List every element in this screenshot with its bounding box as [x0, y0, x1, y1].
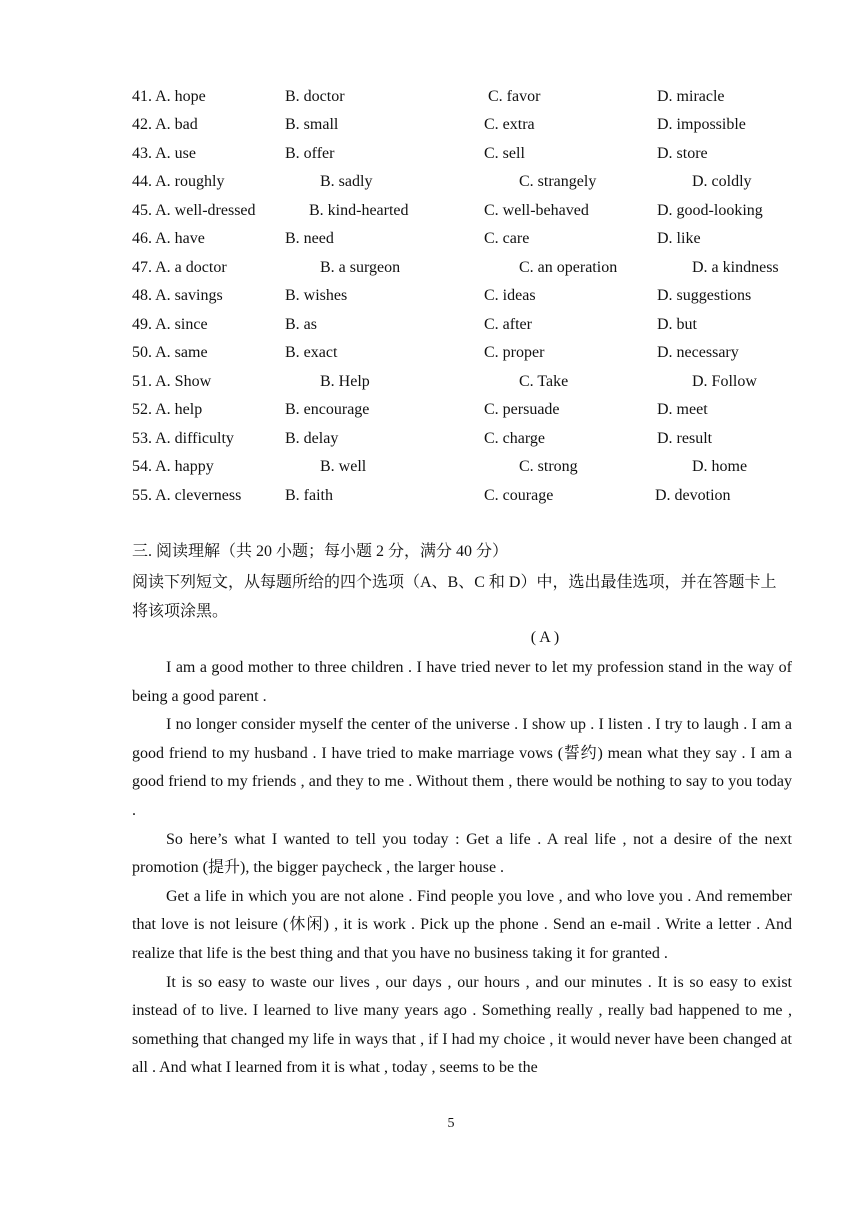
option-a: 41. A. hope	[132, 88, 206, 105]
option-d: D. necessary	[657, 344, 739, 361]
option-b: B. small	[285, 116, 339, 133]
option-b: B. need	[285, 230, 334, 247]
option-b: B. well	[320, 458, 367, 475]
option-c: C. courage	[484, 487, 554, 504]
page-number: 5	[447, 1116, 455, 1131]
option-c: C. persuade	[484, 401, 560, 418]
reading-passage	[132, 654, 792, 1083]
paragraph-5: It is so easy to waste our lives , our days , our hours , and our minutes . It is so easy to exist instead of to live. I learned to live many years ago . Something really , really bad happened to me , something that changed my life in ways that , if I had my choice , it would never have been changed at all . And what I learned from it is what , today , seems to be the	[132, 973, 792, 1077]
option-c: C. charge	[484, 430, 546, 447]
option-a: 44. A. roughly	[132, 173, 225, 190]
paragraph-4: Get a life in which you are not alone . Find people you love , and who love you . And remember that love is not leisure (休闲) , it is work . Pick up the phone . Send an e-mail . Write a letter . And realize that life is the best thing and that you have no business taking it for granted .	[132, 887, 792, 962]
option-d: D. meet	[657, 401, 708, 418]
option-a: 49. A. since	[132, 316, 208, 333]
option-b: B. Help	[320, 373, 370, 390]
option-c: C. favor	[488, 88, 541, 105]
section-title: 三. 阅读理解（共 20 小题；每小题 2 分，满分 40 分）	[132, 543, 509, 560]
option-d: D. store	[657, 145, 708, 162]
option-d: D. result	[657, 430, 713, 447]
option-a: 51. A. Show	[132, 373, 212, 390]
option-c: C. after	[484, 316, 532, 333]
option-a: 42. A. bad	[132, 116, 198, 133]
option-d: D. coldly	[692, 173, 752, 190]
instructions: 阅读下列短文，从每题所给的四个选项（A、B、C 和 D）中，选出最佳选项，并在答题卡上将该项涂黑。	[132, 574, 777, 620]
option-b: B. wishes	[285, 287, 348, 304]
option-a: 54. A. happy	[132, 458, 214, 475]
option-b: B. offer	[285, 145, 335, 162]
option-c: C. extra	[484, 116, 535, 133]
paragraph-1: I am a good mother to three children . I have tried never to let my profession stand in the way of being a good parent .	[132, 659, 792, 705]
option-c: C. well-behaved	[484, 202, 589, 219]
option-b: B. doctor	[285, 88, 345, 105]
option-d: D. impossible	[657, 116, 746, 133]
option-d: D. good-looking	[657, 202, 763, 219]
option-a: 47. A. a doctor	[132, 259, 227, 276]
option-b: B. exact	[285, 344, 338, 361]
option-a: 46. A. have	[132, 230, 205, 247]
option-c: C. Take	[519, 373, 569, 390]
passage-label: ( A )	[530, 629, 560, 646]
option-c: C. an operation	[519, 259, 618, 276]
option-c: C. ideas	[484, 287, 536, 304]
option-c: C. proper	[484, 344, 545, 361]
option-d: D. devotion	[655, 487, 731, 504]
option-a: 53. A. difficulty	[132, 430, 234, 447]
paragraph-3: So here’s what I wanted to tell you today : Get a life . A real life , not a desire of the next promotion (提升), the bigger paycheck , the larger house .	[132, 830, 792, 877]
option-d: D. home	[692, 458, 748, 475]
option-d: D. suggestions	[657, 287, 752, 304]
option-b: B. encourage	[285, 401, 370, 418]
option-a: 55. A. cleverness	[132, 487, 242, 504]
option-a: 52. A. help	[132, 401, 203, 418]
option-c: C. care	[484, 230, 530, 247]
option-a: 43. A. use	[132, 145, 196, 162]
option-a: 45. A. well-dressed	[132, 202, 256, 219]
option-b: B. faith	[285, 487, 333, 504]
option-a: 50. A. same	[132, 344, 208, 361]
option-d: D. but	[657, 316, 697, 333]
option-b: B. as	[285, 316, 317, 333]
option-c: C. strangely	[519, 173, 597, 190]
option-d: D. Follow	[692, 373, 757, 390]
option-c: C. strong	[519, 458, 578, 475]
option-c: C. sell	[484, 145, 525, 162]
paragraph-2: I no longer consider myself the center of the universe . I show up . I listen . I try to laugh . I am a good friend to my husband . I have tried to make marriage vows (誓约) mean what they say . I am a good friend to my friends , and they to me . Without them , there would be nothing to say to you today .	[132, 716, 792, 819]
option-b: B. kind-hearted	[309, 202, 409, 219]
option-d: D. a kindness	[692, 259, 779, 276]
option-b: B. delay	[285, 430, 339, 447]
option-d: D. like	[657, 230, 701, 247]
option-b: B. a surgeon	[320, 259, 401, 276]
option-a: 48. A. savings	[132, 287, 223, 304]
option-b: B. sadly	[320, 173, 373, 190]
option-d: D. miracle	[657, 88, 725, 105]
